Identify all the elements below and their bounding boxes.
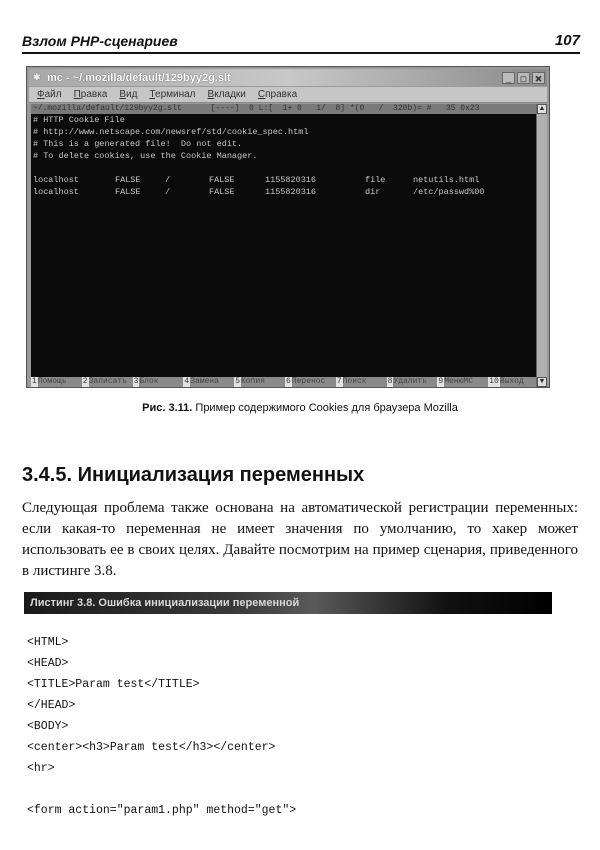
scroll-up-icon: ▲ (538, 105, 546, 112)
fkey-copy: 5 Копия (234, 377, 285, 387)
code-listing (27, 632, 296, 821)
running-head (22, 30, 580, 54)
comment-line: # To delete cookies, use the Cookie Manager. (33, 151, 258, 161)
fkey-exit: 10 Выход (488, 377, 539, 387)
cookie-row (31, 174, 539, 186)
cookie-domain: localhost (33, 175, 79, 185)
menu-help: Справка (257, 89, 298, 100)
close-icon: ✕ (532, 72, 545, 84)
fkey-replace: 4 Замена (183, 377, 234, 387)
fkey-help: 1 Помощь (31, 377, 82, 387)
fkey-block: 3 Блок (133, 377, 184, 387)
cookie-name: dir (365, 187, 381, 197)
cookie-path: / (165, 175, 171, 185)
body-paragraph: Следующая проблема также основана на автоматической регистрации переменных: если какая-то переменная не имеет значения по умолчанию, то хакер может использовать ее в своих целях. Давайте посмотрим на пример сценария, приведенного в листинге 3.8. (22, 500, 578, 579)
cookie-row (31, 186, 539, 198)
page-number: 107 (554, 32, 580, 49)
cookie-path: / (165, 187, 171, 197)
figure-caption-text: Пример содержимого Cookies для браузера Mozilla (195, 402, 458, 414)
window-titlebar (29, 69, 547, 86)
code-line: <form action="param1.php" method="get"> (27, 804, 297, 817)
maximize-icon: □ (517, 72, 530, 84)
cookie-value: netutils.html (413, 175, 480, 185)
figure-caption (0, 402, 600, 414)
menu-file: Файл (37, 89, 62, 100)
fkey-search: 7 Поиск (336, 377, 387, 387)
menu-tabs: Вкладки (207, 89, 246, 100)
code-line: <center><h3>Param test</h3></center> (27, 741, 276, 754)
code-line: </HEAD> (27, 699, 76, 712)
app-icon: ✱ (33, 72, 41, 82)
code-line: <BODY> (27, 720, 69, 733)
cookie-flag: FALSE (115, 175, 141, 185)
terminal-window-figure (26, 66, 550, 388)
book-title: Взлом PHP-сценариев (22, 33, 178, 49)
editor-status-line: ~/.mozilla/default/129byy2g.slt [----] 0 L:[ 1+ 0 1/ 8] *(0 / 320b)= # 35 0x23 (31, 104, 539, 114)
fkey-delete: 8 Удалить (387, 377, 438, 387)
code-line: <HEAD> (27, 657, 69, 670)
cookie-name: file (365, 175, 386, 185)
cookie-flag: FALSE (115, 187, 141, 197)
function-key-bar (31, 377, 539, 387)
terminal-screen (31, 104, 539, 377)
listing-header: Листинг 3.8. Ошибка инициализации переменной (24, 592, 552, 614)
fkey-menu: 9 МенюMC (437, 377, 488, 387)
cookie-value: /etc/passwd%00 (413, 187, 485, 197)
cookie-secure: FALSE (209, 175, 235, 185)
cookie-domain: localhost (33, 187, 79, 197)
blank-line (31, 162, 539, 174)
code-line: <TITLE>Param test</TITLE> (27, 678, 200, 691)
scrollbar (536, 104, 547, 387)
menubar (29, 87, 547, 103)
fkey-move: 6 Перенос (285, 377, 336, 387)
section-heading: 3.4.5. Инициализация переменных (22, 464, 365, 486)
cookie-secure: FALSE (209, 187, 235, 197)
menu-terminal: Терминал (149, 89, 196, 100)
fkey-save: 2 Записать (82, 377, 133, 387)
code-line-blank (27, 779, 296, 800)
code-line: <HTML> (27, 636, 69, 649)
menu-edit: Правка (73, 89, 108, 100)
scroll-down-icon: ▼ (538, 378, 546, 385)
window-title: mc - ~/.mozilla/default/129byy2g.slt (47, 71, 231, 84)
cookie-expiry: 1155820316 (265, 187, 317, 197)
menu-view: Вид (119, 89, 138, 100)
comment-line: # HTTP Cookie File (33, 115, 125, 125)
figure-label: Рис. 3.11. (142, 402, 193, 414)
minimize-icon: _ (502, 72, 515, 84)
comment-line: # This is a generated file! Do not edit. (33, 139, 243, 149)
comment-line: # http://www.netscape.com/newsref/std/cookie_spec.html (33, 127, 309, 137)
code-line: <hr> (27, 762, 55, 775)
cookie-expiry: 1155820316 (265, 175, 317, 185)
